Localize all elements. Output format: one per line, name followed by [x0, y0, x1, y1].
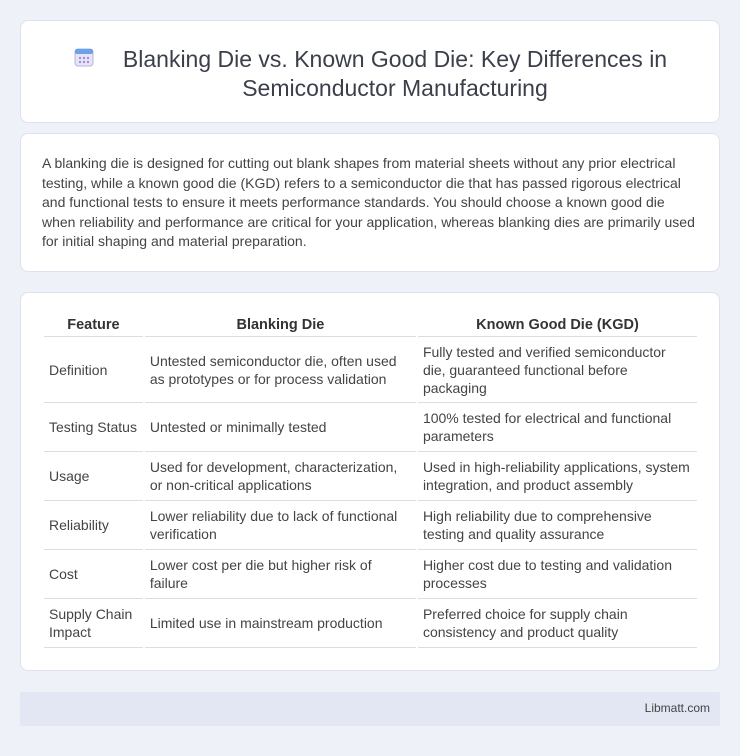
table-row	[44, 403, 697, 452]
footer-brand[interactable]: Libmatt.com	[644, 701, 710, 715]
page-title: Blanking Die vs. Known Good Die: Key Differences in Semiconductor Manufacturing	[122, 46, 668, 101]
kgd-cell: High reliability due to comprehensive testing and quality assurance	[418, 501, 697, 550]
feature-cell: Usage	[44, 452, 143, 501]
kgd-cell: Used in high-reliability applications, system integration, and product assembly	[418, 452, 697, 501]
blanking-cell: Untested or minimally tested	[145, 403, 416, 452]
feature-cell: Reliability	[44, 501, 143, 550]
table-row	[44, 599, 697, 648]
blanking-cell: Lower cost per die but higher risk of failure	[145, 550, 416, 599]
header-known-good-die: Known Good Die (KGD)	[418, 315, 697, 337]
feature-cell: Supply Chain Impact	[44, 599, 143, 648]
feature-cell: Cost	[44, 550, 143, 599]
table-row	[44, 337, 697, 403]
table-header-row	[44, 315, 697, 337]
intro-paragraph: A blanking die is designed for cutting out blank shapes from material sheets without any prior electrical testing, while a known good die (KGD) refers to a semiconductor die that has passed rigorous electrical and functional tests to ensure it meets performance standards. You should choose a known good die when reliability and performance are critical for your application, whereas blanking dies are primarily used for initial shaping and material preparation.	[42, 155, 695, 250]
blanking-cell: Used for development, characterization, or non-critical applications	[145, 452, 416, 501]
blanking-cell: Lower reliability due to lack of functional verification	[145, 501, 416, 550]
table-row	[44, 452, 697, 501]
kgd-cell: Preferred choice for supply chain consistency and product quality	[418, 599, 697, 648]
kgd-cell: Fully tested and verified semiconductor die, guaranteed functional before packaging	[418, 337, 697, 403]
table-row	[44, 550, 697, 599]
footer	[20, 692, 720, 726]
kgd-cell: Higher cost due to testing and validation processes	[418, 550, 697, 599]
table-row	[44, 501, 697, 550]
header-feature: Feature	[44, 315, 143, 337]
comparison-card	[20, 292, 720, 671]
intro-card	[20, 133, 720, 272]
blanking-cell: Limited use in mainstream production	[145, 599, 416, 648]
blanking-cell: Untested semiconductor die, often used as prototypes or for process validation	[145, 337, 416, 403]
header-blanking-die: Blanking Die	[145, 315, 416, 337]
kgd-cell: 100% tested for electrical and functional parameters	[418, 403, 697, 452]
feature-cell: Testing Status	[44, 403, 143, 452]
comparison-table	[42, 315, 699, 648]
title-card	[20, 20, 720, 123]
feature-cell: Definition	[44, 337, 143, 403]
